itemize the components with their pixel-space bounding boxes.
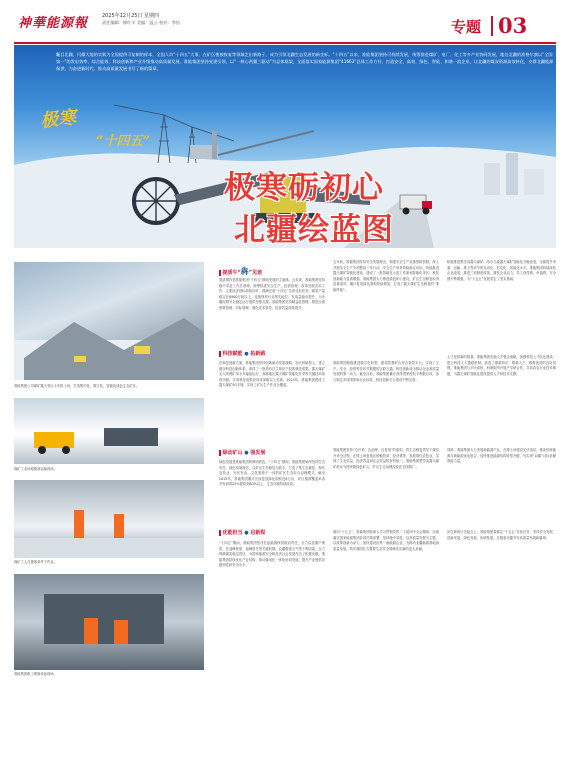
headline-line-1: 极寒砺初心 <box>224 170 384 206</box>
photo-4-caption: 准能集团职工维修设备现场。 <box>14 672 57 676</box>
photo-2 <box>14 398 204 464</box>
heading-bar <box>219 450 221 456</box>
heading-suffix: ”见迹 <box>248 270 263 276</box>
page-header <box>0 0 570 40</box>
hero-banner <box>14 45 556 248</box>
plant-structures <box>190 131 314 159</box>
photo-2-scene <box>14 398 204 464</box>
photo-3-scene <box>14 480 204 558</box>
heading-left: 优能担当 <box>222 530 243 536</box>
photo-1-scene <box>14 262 204 380</box>
heading-dot: ● <box>244 450 249 456</box>
page-number: 03 <box>498 13 528 38</box>
photo-2-caption: 煤矿工业场地极寒运输现场。 <box>14 467 57 471</box>
section-heading-4 <box>219 529 265 536</box>
article-col-3a: 绿色发展是准能集团的鲜明底色。“十四五”期间，准能集团始终坚持生态优先、绿色发展理念，以矿区生态修复为抓手，打造了集生态修复、现代农牧业、光伏发电、文化旅游于一体的矿区生态综合治理模式。截至2025年，准能集团累计完成复垦绿化面积近8万亩，矿区植被覆盖率由开发前的25%提高到80%以上，生态环境持续改善。 <box>219 460 325 487</box>
issue-date: 2025年12月25日 星期四 <box>102 13 160 19</box>
article-col-4b: 面向“十五五”，准能集团将深入学习贯彻党的二十届四中全会精神，全面落实国家能源集团各项决策部署，坚持稳中求进，以高质量发展为主题，以改革创新为动力，加快建设世界一流能源企业，为推动北疆能源基地高质量发展、筑牢我国北方重要生态安全屏障作出新的更大贡献。 <box>333 530 439 551</box>
heading-emphasis: 犇 <box>240 267 249 276</box>
article-col-3c: 同时，准能集团大力发展新能源产业，在排土场建设光伏电站，推动传统能源与新能源优化组合，加快推进能源结构转型升级，为实现“双碳”目标贡献准能力量。 <box>447 448 556 464</box>
heading-right: 启新程 <box>250 530 266 536</box>
heading-dot: ● <box>244 530 249 536</box>
section-label: 专题 <box>451 18 482 36</box>
article-col-1b: 五年间，准能集团坚持安全发展理念，构建安全生产双重预防机制，深入开展安全生产专项整治三年行动，安全生产形势持续稳定向好。持续推进露天煤矿智能化建设，建成了一批智能化示范工作面和智能化采区，科技创新能力显著增强。准能集团大力推进绿色矿山建设，矿区生态修复取得显著成效，累计复垦绿化面积持续增加，打造了露天煤矿生态修复的“准能样板”。 <box>333 260 439 292</box>
heading-left: 绿动矿山 <box>222 450 243 456</box>
photo-3-caption: 煤矿工人在极寒条件下作业。 <box>14 560 57 564</box>
heading-bar <box>219 351 221 357</box>
article-col-2b: 准能集团积极推进数字化转型，建设智慧矿山综合管控平台，实现了生产、安全、经营等各环节数据的互联互通。科技创新成为推动企业高质量发展的第一动力。截至目前，准能集团累计获得国家授权专利数百项，参与制定多项国家和行业标准，科技创新平台建设不断完善。 <box>333 361 439 382</box>
article-col-4c: 站在新的历史起点上，准能集团将锚定“十五五”目标任务，坚持安全发展、创新发展、绿色发展、协调发展，在极寒北疆书写高质量发展新篇章。 <box>447 530 556 540</box>
article-col-3b: 准能集团坚持“边开采、边治理、边复垦”的原则，将生态修复贯穿于煤炭开采全过程。在排土场复垦区种植牧草、经济林等，发展现代农牧业，实现了生态效益、经济效益和社会效益的有机统一。准能集团黑岱沟露天煤矿被评为国家级绿色矿山，矿区生态治理经验在全国推广。 <box>333 448 439 469</box>
editor-credits: 责任编辑：柳红羊 美编：温云 校对：李怡 <box>102 20 181 25</box>
photo-1 <box>14 262 204 380</box>
section-heading-2 <box>219 350 265 357</box>
article-col-2c: 人才是创新的根基。准能集团实施人才强企战略，加强科技人才队伍建设，建立科技人才激励机制，营造了尊重知识、尊重人才、尊重创造的良好氛围。准能集团与多所高校、科研院所开展产学研合作，共同攻克行业技术难题，为露天煤矿智能化建设提供人才和技术支撑。 <box>447 355 556 376</box>
hero-tag-2: “十四五” <box>96 134 150 149</box>
header-rule <box>14 42 556 44</box>
heading-left: 科技赋能 <box>222 351 243 357</box>
headline-line-2: 北疆绘蓝图 <box>234 212 394 248</box>
heading-prefix: 提质牛“ <box>222 270 241 276</box>
heading-dot: ● <box>244 351 249 357</box>
masthead-logo: 神華能源報 <box>18 16 89 31</box>
hero-intro-text: 瞩目北疆，闪耀大地的实践为全国提供可复制的样本，全国人均“十四五”大事，在矿区植被恢复等领域走出新路子，成为引领北疆生态发展的新坐标。“十四五”以来，准能集团坚持可持续发展，统筹推进煤矿、电厂、化工等多产业协同发展，地处北疆的准格尔旗以“全国第一”的发电效率、综合能效、科技创新和产业升级推动高质量发展。准能集团坚持党建引领，以“一核心两翼三驱动”为总体框架，全面落实国家能源集团“41663”总体工作方针，打造安全、高效、绿色、智能、和谐一流企业，让北疆的煤炭资源高效转化，支撑北疆能源保供，为奋进新时代、推动高质量发展书写了新的篇章。 <box>56 52 554 71</box>
photo-1-caption: 准能集团公司煤矿露天采区卡车排土场，打造集约化、数字化、智能化绿色生态矿区。 <box>14 384 140 388</box>
article-col-1a: 提质增效是准能集团“十四五”期间发展的主旋律。五年来，准能集团坚持稳中求进工作总基调，统筹推进安全生产、经营管理、改革发展各项工作，主要经济指标持续向好，圆满完成“十四五”各项目标任务。煤炭产量稳定在6900万吨以上，连续保持行业领先地位；发电量稳步提升，为北疆电网安全稳定运行提供坚强支撑。准能集团坚持精益化管理，推进全面预算管理、对标管理，强化成本管控，经营效益持续提升。 <box>219 278 325 310</box>
section-heading-3 <box>219 449 265 456</box>
photo-3 <box>14 480 204 558</box>
article-col-2a: 在科技创新方面，准能集团坚持创新驱动发展战略，加大科研投入，建立健全科技创新体系，取得了一批具有自主知识产权的科技成果。露天煤矿无人驾驶矿用卡车编组运行、高寒地区露天煤矿智能化开采等关键技术取得突破，多项科技成果获得省部级以上奖励。2025年，准能集团建成了露天煤矿5G专网，实现了矿区生产作业全覆盖。 <box>219 361 325 388</box>
article-col-1c: 积极推进黑岱沟露天煤矿、哈尔乌素露天煤矿智能化升级改造，全面提升采剥、运输、排土等环节的自动化、信息化、智能化水平。准能集团持续深化企业改革，推进三项制度改革，激发企业活力，员工获得感、幸福感、安全感不断增强，为“十五五”发展奠定了坚实基础。 <box>447 260 556 281</box>
photo-4-scene <box>14 574 204 670</box>
hero-tag-1: 极寒 <box>39 107 78 132</box>
heading-bar <box>219 270 221 276</box>
header-divider <box>491 16 493 36</box>
photo-4 <box>14 574 204 670</box>
heading-bar <box>219 530 221 536</box>
section-heading-1 <box>219 266 262 277</box>
article-col-4a: “十四五”期间，准能集团坚决扛起能源保供政治责任，全力以赴增产保供，在迎峰度夏、迎峰度冬等关键时期，克服极寒天气等不利因素，全力保障煤炭稳定供应，为国家能源安全和经济社会发展作出了积极贡献。准能集团持续优化产业结构，推动煤电化一体化协同发展，提升产业链供应链韧性和安全水平。 <box>219 541 325 568</box>
heading-right: 强发展 <box>250 450 266 456</box>
heading-right: 拓新路 <box>250 351 266 357</box>
